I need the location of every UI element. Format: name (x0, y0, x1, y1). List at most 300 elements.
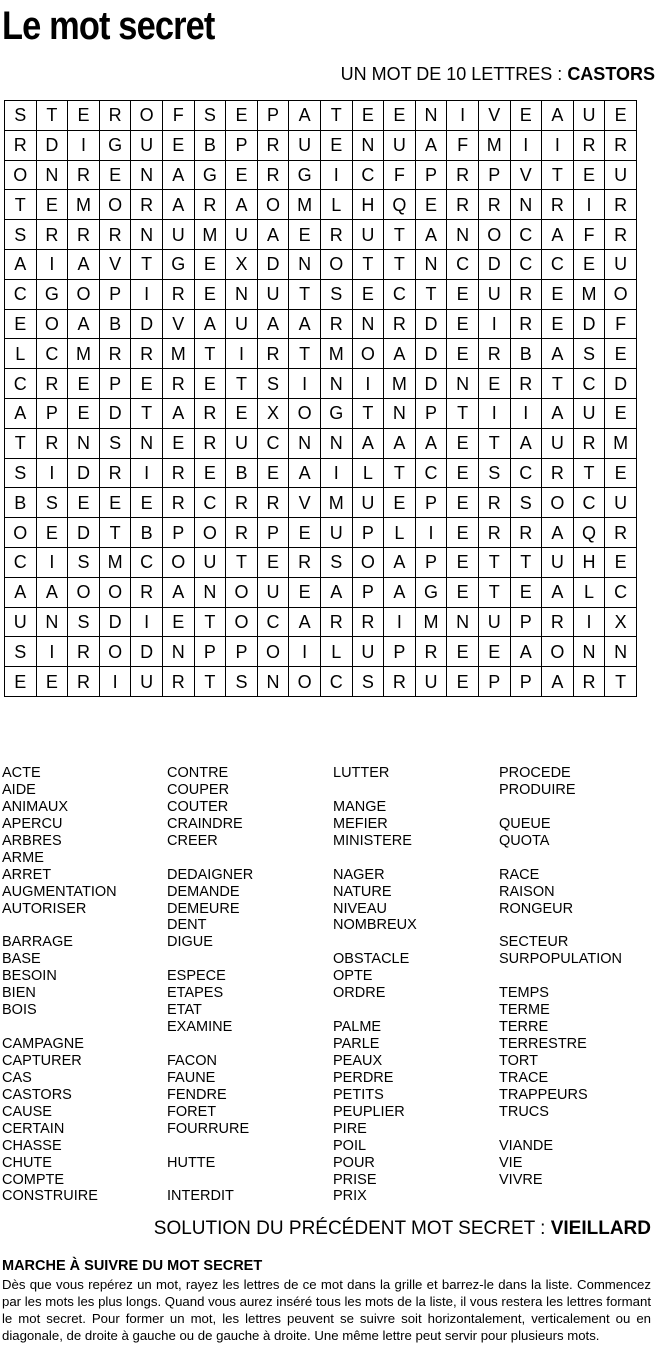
grid-cell[interactable]: S (478, 458, 510, 488)
grid-cell[interactable]: T (194, 607, 226, 637)
word-item[interactable]: CAMPAGNE (2, 1036, 84, 1052)
grid-cell[interactable]: D (68, 458, 100, 488)
grid-cell[interactable]: O (5, 160, 37, 190)
word-item[interactable]: PIRE (333, 1120, 367, 1137)
grid-cell[interactable]: E (68, 488, 100, 518)
word-item[interactable]: ANIMAUX (2, 798, 69, 815)
word-item[interactable]: ARBRES (2, 832, 62, 849)
word-item[interactable]: CERTAIN (2, 1120, 65, 1137)
grid-cell[interactable]: U (605, 249, 637, 279)
word-item[interactable]: BOIS (2, 1002, 37, 1019)
grid-cell[interactable]: E (257, 547, 289, 577)
grid-cell[interactable]: S (573, 339, 605, 369)
grid-cell[interactable]: O (99, 577, 131, 607)
grid-cell[interactable]: R (289, 547, 321, 577)
grid-cell[interactable]: D (605, 369, 637, 399)
grid-cell[interactable]: S (320, 279, 352, 309)
grid-cell[interactable]: P (510, 607, 542, 637)
grid-cell[interactable]: I (478, 398, 510, 428)
grid-cell[interactable]: D (131, 637, 163, 667)
grid-cell[interactable]: E (478, 637, 510, 667)
grid-cell[interactable]: A (415, 220, 447, 250)
word-item[interactable]: PRIX (333, 1188, 367, 1205)
grid-cell[interactable]: I (131, 279, 163, 309)
grid-cell[interactable]: E (194, 369, 226, 399)
grid-cell[interactable]: R (542, 607, 574, 637)
grid-cell[interactable]: R (447, 190, 479, 220)
grid-cell[interactable]: D (573, 309, 605, 339)
word-item[interactable]: SECTEUR (499, 934, 569, 951)
grid-cell[interactable]: E (162, 607, 194, 637)
word-item[interactable]: QUEUE (499, 815, 551, 832)
grid-cell[interactable]: U (162, 220, 194, 250)
grid-cell[interactable]: T (352, 398, 384, 428)
grid-cell[interactable]: R (162, 488, 194, 518)
grid-cell[interactable]: E (447, 339, 479, 369)
word-item[interactable]: DEMEURE (167, 900, 240, 917)
grid-cell[interactable]: O (257, 637, 289, 667)
grid-cell[interactable]: L (384, 518, 416, 548)
grid-cell[interactable]: R (99, 458, 131, 488)
grid-cell[interactable]: E (162, 130, 194, 160)
grid-cell[interactable]: R (162, 279, 194, 309)
grid-cell[interactable]: E (447, 547, 479, 577)
grid-cell[interactable]: T (5, 190, 37, 220)
grid-cell[interactable]: N (415, 101, 447, 131)
grid-cell[interactable]: E (447, 637, 479, 667)
grid-cell[interactable]: I (415, 518, 447, 548)
word-item[interactable]: TRUCS (499, 1103, 549, 1120)
word-item[interactable]: DENT (167, 917, 207, 934)
grid-cell[interactable]: N (447, 607, 479, 637)
grid-cell[interactable]: R (99, 339, 131, 369)
grid-cell[interactable]: P (415, 398, 447, 428)
grid-cell[interactable]: E (573, 160, 605, 190)
grid-cell[interactable]: P (384, 637, 416, 667)
grid-cell[interactable]: L (320, 190, 352, 220)
grid-cell[interactable]: P (352, 518, 384, 548)
grid-cell[interactable]: E (194, 458, 226, 488)
grid-cell[interactable]: T (226, 369, 258, 399)
grid-cell[interactable]: E (510, 577, 542, 607)
grid-cell[interactable]: T (352, 249, 384, 279)
grid-cell[interactable]: O (605, 279, 637, 309)
grid-cell[interactable]: P (415, 547, 447, 577)
grid-cell[interactable]: E (447, 488, 479, 518)
grid-cell[interactable]: H (573, 547, 605, 577)
grid-cell[interactable]: O (99, 190, 131, 220)
word-item[interactable]: AIDE (2, 781, 36, 798)
grid-cell[interactable]: A (257, 220, 289, 250)
grid-cell[interactable]: C (131, 547, 163, 577)
grid-cell[interactable]: R (68, 637, 100, 667)
word-item[interactable]: CAS (2, 1069, 32, 1086)
grid-cell[interactable]: O (542, 637, 574, 667)
grid-cell[interactable]: R (542, 190, 574, 220)
grid-cell[interactable]: C (5, 369, 37, 399)
grid-cell[interactable]: B (5, 488, 37, 518)
word-item[interactable]: BIEN (2, 985, 36, 1002)
word-item[interactable]: EXAMINE (167, 1019, 233, 1036)
grid-cell[interactable]: I (320, 160, 352, 190)
grid-cell[interactable]: E (447, 428, 479, 458)
grid-cell[interactable]: O (542, 488, 574, 518)
grid-cell[interactable]: A (289, 458, 321, 488)
grid-cell[interactable]: A (320, 577, 352, 607)
word-item[interactable]: ETAPES (167, 985, 224, 1002)
grid-cell[interactable]: L (320, 637, 352, 667)
word-item[interactable]: VIE (499, 1154, 523, 1171)
grid-cell[interactable]: S (226, 667, 258, 697)
grid-cell[interactable]: A (542, 577, 574, 607)
word-item[interactable]: ETAT (167, 1002, 202, 1019)
word-item[interactable]: TERRESTRE (499, 1036, 587, 1052)
grid-cell[interactable]: M (162, 339, 194, 369)
grid-cell[interactable]: R (573, 667, 605, 697)
grid-cell[interactable]: T (131, 249, 163, 279)
word-item[interactable]: TRAPPEURS (499, 1086, 588, 1103)
grid-cell[interactable]: C (510, 220, 542, 250)
grid-cell[interactable]: G (320, 398, 352, 428)
grid-cell[interactable]: N (415, 249, 447, 279)
grid-cell[interactable]: M (320, 488, 352, 518)
grid-cell[interactable]: U (320, 518, 352, 548)
grid-cell[interactable]: C (257, 607, 289, 637)
grid-cell[interactable]: A (162, 160, 194, 190)
grid-cell[interactable]: U (226, 428, 258, 458)
grid-cell[interactable]: Q (384, 190, 416, 220)
word-item[interactable]: ORDRE (333, 985, 386, 1002)
word-item[interactable]: TRACE (499, 1069, 549, 1086)
grid-cell[interactable]: I (36, 547, 68, 577)
grid-cell[interactable]: U (542, 547, 574, 577)
grid-cell[interactable]: R (257, 339, 289, 369)
grid-cell[interactable]: E (447, 518, 479, 548)
grid-cell[interactable]: C (605, 577, 637, 607)
grid-cell[interactable]: U (384, 130, 416, 160)
grid-cell[interactable]: R (36, 220, 68, 250)
grid-cell[interactable]: U (131, 130, 163, 160)
grid-cell[interactable]: M (289, 190, 321, 220)
grid-cell[interactable]: E (257, 458, 289, 488)
grid-cell[interactable]: E (352, 101, 384, 131)
word-item[interactable]: CAUSE (2, 1103, 52, 1120)
word-item[interactable]: SURPOPULATION (499, 951, 623, 968)
grid-cell[interactable]: P (226, 130, 258, 160)
grid-cell[interactable]: A (5, 577, 37, 607)
word-item[interactable]: INTERDIT (167, 1188, 234, 1205)
grid-cell[interactable]: R (131, 339, 163, 369)
grid-cell[interactable]: R (320, 607, 352, 637)
grid-cell[interactable]: E (605, 398, 637, 428)
grid-cell[interactable]: A (226, 190, 258, 220)
grid-cell[interactable]: R (194, 190, 226, 220)
grid-cell[interactable]: I (289, 637, 321, 667)
grid-cell[interactable]: A (542, 667, 574, 697)
grid-cell[interactable]: A (289, 607, 321, 637)
grid-cell[interactable]: I (542, 130, 574, 160)
grid-cell[interactable]: T (131, 398, 163, 428)
grid-cell[interactable]: E (162, 428, 194, 458)
grid-cell[interactable]: U (605, 160, 637, 190)
grid-cell[interactable]: A (384, 339, 416, 369)
grid-cell[interactable]: T (320, 101, 352, 131)
grid-cell[interactable]: A (289, 309, 321, 339)
grid-cell[interactable]: E (542, 309, 574, 339)
grid-cell[interactable]: E (447, 279, 479, 309)
grid-cell[interactable]: N (605, 637, 637, 667)
grid-cell[interactable]: D (99, 398, 131, 428)
grid-cell[interactable]: R (573, 130, 605, 160)
grid-cell[interactable]: R (605, 190, 637, 220)
grid-cell[interactable]: U (542, 428, 574, 458)
grid-cell[interactable]: U (478, 607, 510, 637)
grid-cell[interactable]: I (36, 458, 68, 488)
grid-cell[interactable]: U (352, 220, 384, 250)
word-item[interactable]: NOMBREUX (333, 917, 417, 934)
grid-cell[interactable]: F (162, 101, 194, 131)
grid-cell[interactable]: P (510, 667, 542, 697)
grid-cell[interactable]: R (478, 488, 510, 518)
grid-cell[interactable]: I (68, 130, 100, 160)
grid-cell[interactable]: R (542, 458, 574, 488)
grid-cell[interactable]: A (542, 220, 574, 250)
word-item[interactable]: VIVRE (499, 1171, 543, 1188)
grid-cell[interactable]: R (36, 369, 68, 399)
grid-cell[interactable]: E (36, 190, 68, 220)
grid-cell[interactable]: M (320, 339, 352, 369)
grid-cell[interactable]: N (194, 577, 226, 607)
grid-cell[interactable]: C (447, 249, 479, 279)
grid-cell[interactable]: O (320, 249, 352, 279)
grid-cell[interactable]: R (352, 607, 384, 637)
grid-cell[interactable]: E (131, 369, 163, 399)
grid-cell[interactable]: M (99, 547, 131, 577)
grid-cell[interactable]: R (5, 130, 37, 160)
grid-cell[interactable]: B (99, 309, 131, 339)
grid-cell[interactable]: E (542, 279, 574, 309)
word-item[interactable]: PALME (333, 1019, 382, 1036)
word-item[interactable]: PRISE (333, 1171, 377, 1188)
grid-cell[interactable]: N (320, 428, 352, 458)
grid-cell[interactable]: R (510, 309, 542, 339)
grid-cell[interactable]: S (5, 637, 37, 667)
grid-cell[interactable]: I (36, 249, 68, 279)
grid-cell[interactable]: C (384, 279, 416, 309)
grid-cell[interactable]: P (99, 279, 131, 309)
word-item[interactable]: TORT (499, 1052, 538, 1069)
grid-cell[interactable]: T (384, 458, 416, 488)
grid-cell[interactable]: R (99, 220, 131, 250)
word-item[interactable]: RONGEUR (499, 900, 574, 917)
grid-cell[interactable]: E (99, 160, 131, 190)
grid-cell[interactable]: R (194, 398, 226, 428)
grid-cell[interactable]: V (289, 488, 321, 518)
word-item[interactable]: TERME (499, 1002, 550, 1019)
word-item[interactable]: PRODUIRE (499, 781, 576, 798)
grid-cell[interactable]: D (257, 249, 289, 279)
grid-cell[interactable]: D (415, 309, 447, 339)
grid-cell[interactable]: R (573, 428, 605, 458)
grid-cell[interactable]: N (289, 249, 321, 279)
grid-cell[interactable]: V (99, 249, 131, 279)
word-item[interactable]: CHASSE (2, 1137, 62, 1154)
grid-cell[interactable]: D (68, 518, 100, 548)
grid-cell[interactable]: E (320, 130, 352, 160)
grid-cell[interactable]: I (478, 309, 510, 339)
grid-cell[interactable]: A (352, 428, 384, 458)
grid-cell[interactable]: T (542, 369, 574, 399)
word-item[interactable]: ARRET (2, 866, 52, 883)
grid-cell[interactable]: A (5, 398, 37, 428)
grid-cell[interactable]: A (384, 547, 416, 577)
grid-cell[interactable]: R (162, 458, 194, 488)
grid-cell[interactable]: T (510, 547, 542, 577)
grid-cell[interactable]: O (352, 547, 384, 577)
word-item[interactable]: VIANDE (499, 1137, 553, 1154)
grid-cell[interactable]: P (226, 637, 258, 667)
grid-cell[interactable]: A (162, 398, 194, 428)
grid-cell[interactable]: T (542, 160, 574, 190)
word-item[interactable]: PEAUX (333, 1052, 383, 1069)
grid-cell[interactable]: R (131, 190, 163, 220)
word-item[interactable]: DIGUE (167, 934, 213, 951)
grid-cell[interactable]: P (415, 160, 447, 190)
grid-cell[interactable]: T (226, 547, 258, 577)
grid-cell[interactable]: I (131, 607, 163, 637)
grid-cell[interactable]: S (99, 428, 131, 458)
grid-cell[interactable]: P (478, 160, 510, 190)
word-item[interactable]: CAPTURER (2, 1052, 82, 1069)
grid-cell[interactable]: C (5, 547, 37, 577)
grid-cell[interactable]: R (36, 428, 68, 458)
grid-cell[interactable]: N (257, 667, 289, 697)
grid-cell[interactable]: R (194, 428, 226, 458)
grid-cell[interactable]: R (320, 309, 352, 339)
grid-cell[interactable]: I (131, 458, 163, 488)
grid-cell[interactable]: X (605, 607, 637, 637)
grid-cell[interactable]: S (68, 607, 100, 637)
grid-cell[interactable]: A (384, 428, 416, 458)
grid-cell[interactable]: E (68, 101, 100, 131)
grid-cell[interactable]: D (415, 369, 447, 399)
grid-cell[interactable]: E (36, 667, 68, 697)
grid-cell[interactable]: M (384, 369, 416, 399)
grid-cell[interactable]: N (352, 309, 384, 339)
word-item[interactable]: OBSTACLE (333, 951, 410, 968)
grid-cell[interactable]: S (352, 667, 384, 697)
grid-cell[interactable]: E (5, 309, 37, 339)
grid-cell[interactable]: P (194, 637, 226, 667)
grid-cell[interactable]: P (99, 369, 131, 399)
grid-cell[interactable]: E (415, 190, 447, 220)
grid-cell[interactable]: X (226, 249, 258, 279)
word-item[interactable]: RAISON (499, 883, 555, 900)
grid-cell[interactable]: A (542, 398, 574, 428)
grid-cell[interactable]: G (36, 279, 68, 309)
grid-cell[interactable]: E (447, 577, 479, 607)
grid-cell[interactable]: E (384, 488, 416, 518)
grid-cell[interactable]: E (605, 339, 637, 369)
grid-cell[interactable]: R (257, 488, 289, 518)
grid-cell[interactable]: A (542, 339, 574, 369)
grid-cell[interactable]: A (384, 577, 416, 607)
grid-cell[interactable]: T (605, 667, 637, 697)
grid-cell[interactable]: R (478, 190, 510, 220)
grid-cell[interactable]: I (320, 458, 352, 488)
grid-cell[interactable]: R (68, 667, 100, 697)
grid-cell[interactable]: R (320, 220, 352, 250)
grid-cell[interactable]: U (257, 279, 289, 309)
grid-cell[interactable]: C (573, 369, 605, 399)
word-item[interactable]: FOURRURE (167, 1120, 250, 1137)
grid-cell[interactable]: E (447, 667, 479, 697)
grid-cell[interactable]: O (478, 220, 510, 250)
grid-cell[interactable]: P (478, 667, 510, 697)
grid-cell[interactable]: A (510, 637, 542, 667)
grid-cell[interactable]: E (384, 101, 416, 131)
grid-cell[interactable]: U (226, 220, 258, 250)
grid-cell[interactable]: E (605, 547, 637, 577)
grid-cell[interactable]: X (257, 398, 289, 428)
word-item[interactable]: CONSTRUIRE (2, 1188, 98, 1205)
grid-cell[interactable]: L (5, 339, 37, 369)
grid-cell[interactable]: A (68, 249, 100, 279)
grid-cell[interactable]: A (415, 130, 447, 160)
grid-cell[interactable]: T (573, 458, 605, 488)
grid-cell[interactable]: E (605, 458, 637, 488)
grid-cell[interactable]: E (68, 398, 100, 428)
grid-cell[interactable]: I (36, 637, 68, 667)
grid-cell[interactable]: O (131, 101, 163, 131)
grid-cell[interactable]: C (320, 667, 352, 697)
grid-cell[interactable]: C (510, 458, 542, 488)
grid-cell[interactable]: E (194, 279, 226, 309)
grid-cell[interactable]: R (257, 160, 289, 190)
grid-cell[interactable]: D (131, 309, 163, 339)
grid-cell[interactable]: R (510, 369, 542, 399)
grid-cell[interactable]: T (415, 279, 447, 309)
grid-cell[interactable]: N (131, 220, 163, 250)
grid-cell[interactable]: O (226, 577, 258, 607)
grid-cell[interactable]: C (510, 249, 542, 279)
word-item[interactable]: OPTE (333, 968, 373, 985)
grid-cell[interactable]: U (289, 130, 321, 160)
word-item[interactable]: COUPER (167, 781, 230, 798)
grid-cell[interactable]: T (194, 339, 226, 369)
grid-cell[interactable]: C (36, 339, 68, 369)
grid-cell[interactable]: U (194, 547, 226, 577)
word-item[interactable]: AUGMENTATION (2, 883, 117, 900)
word-item[interactable]: COMPTE (2, 1171, 65, 1188)
grid-cell[interactable]: E (447, 458, 479, 488)
grid-cell[interactable]: R (384, 309, 416, 339)
grid-cell[interactable]: T (478, 547, 510, 577)
grid-cell[interactable]: T (289, 339, 321, 369)
grid-cell[interactable]: C (415, 458, 447, 488)
word-item[interactable]: AUTORISER (2, 900, 87, 917)
grid-cell[interactable]: I (510, 398, 542, 428)
grid-cell[interactable]: O (352, 339, 384, 369)
grid-cell[interactable]: U (352, 637, 384, 667)
grid-cell[interactable]: G (415, 577, 447, 607)
word-item[interactable]: CASTORS (2, 1086, 72, 1103)
grid-cell[interactable]: I (510, 130, 542, 160)
word-item[interactable]: MINISTERE (333, 832, 412, 849)
grid-cell[interactable]: T (194, 667, 226, 697)
word-item[interactable]: CONTRE (167, 765, 229, 781)
grid-cell[interactable]: T (99, 518, 131, 548)
